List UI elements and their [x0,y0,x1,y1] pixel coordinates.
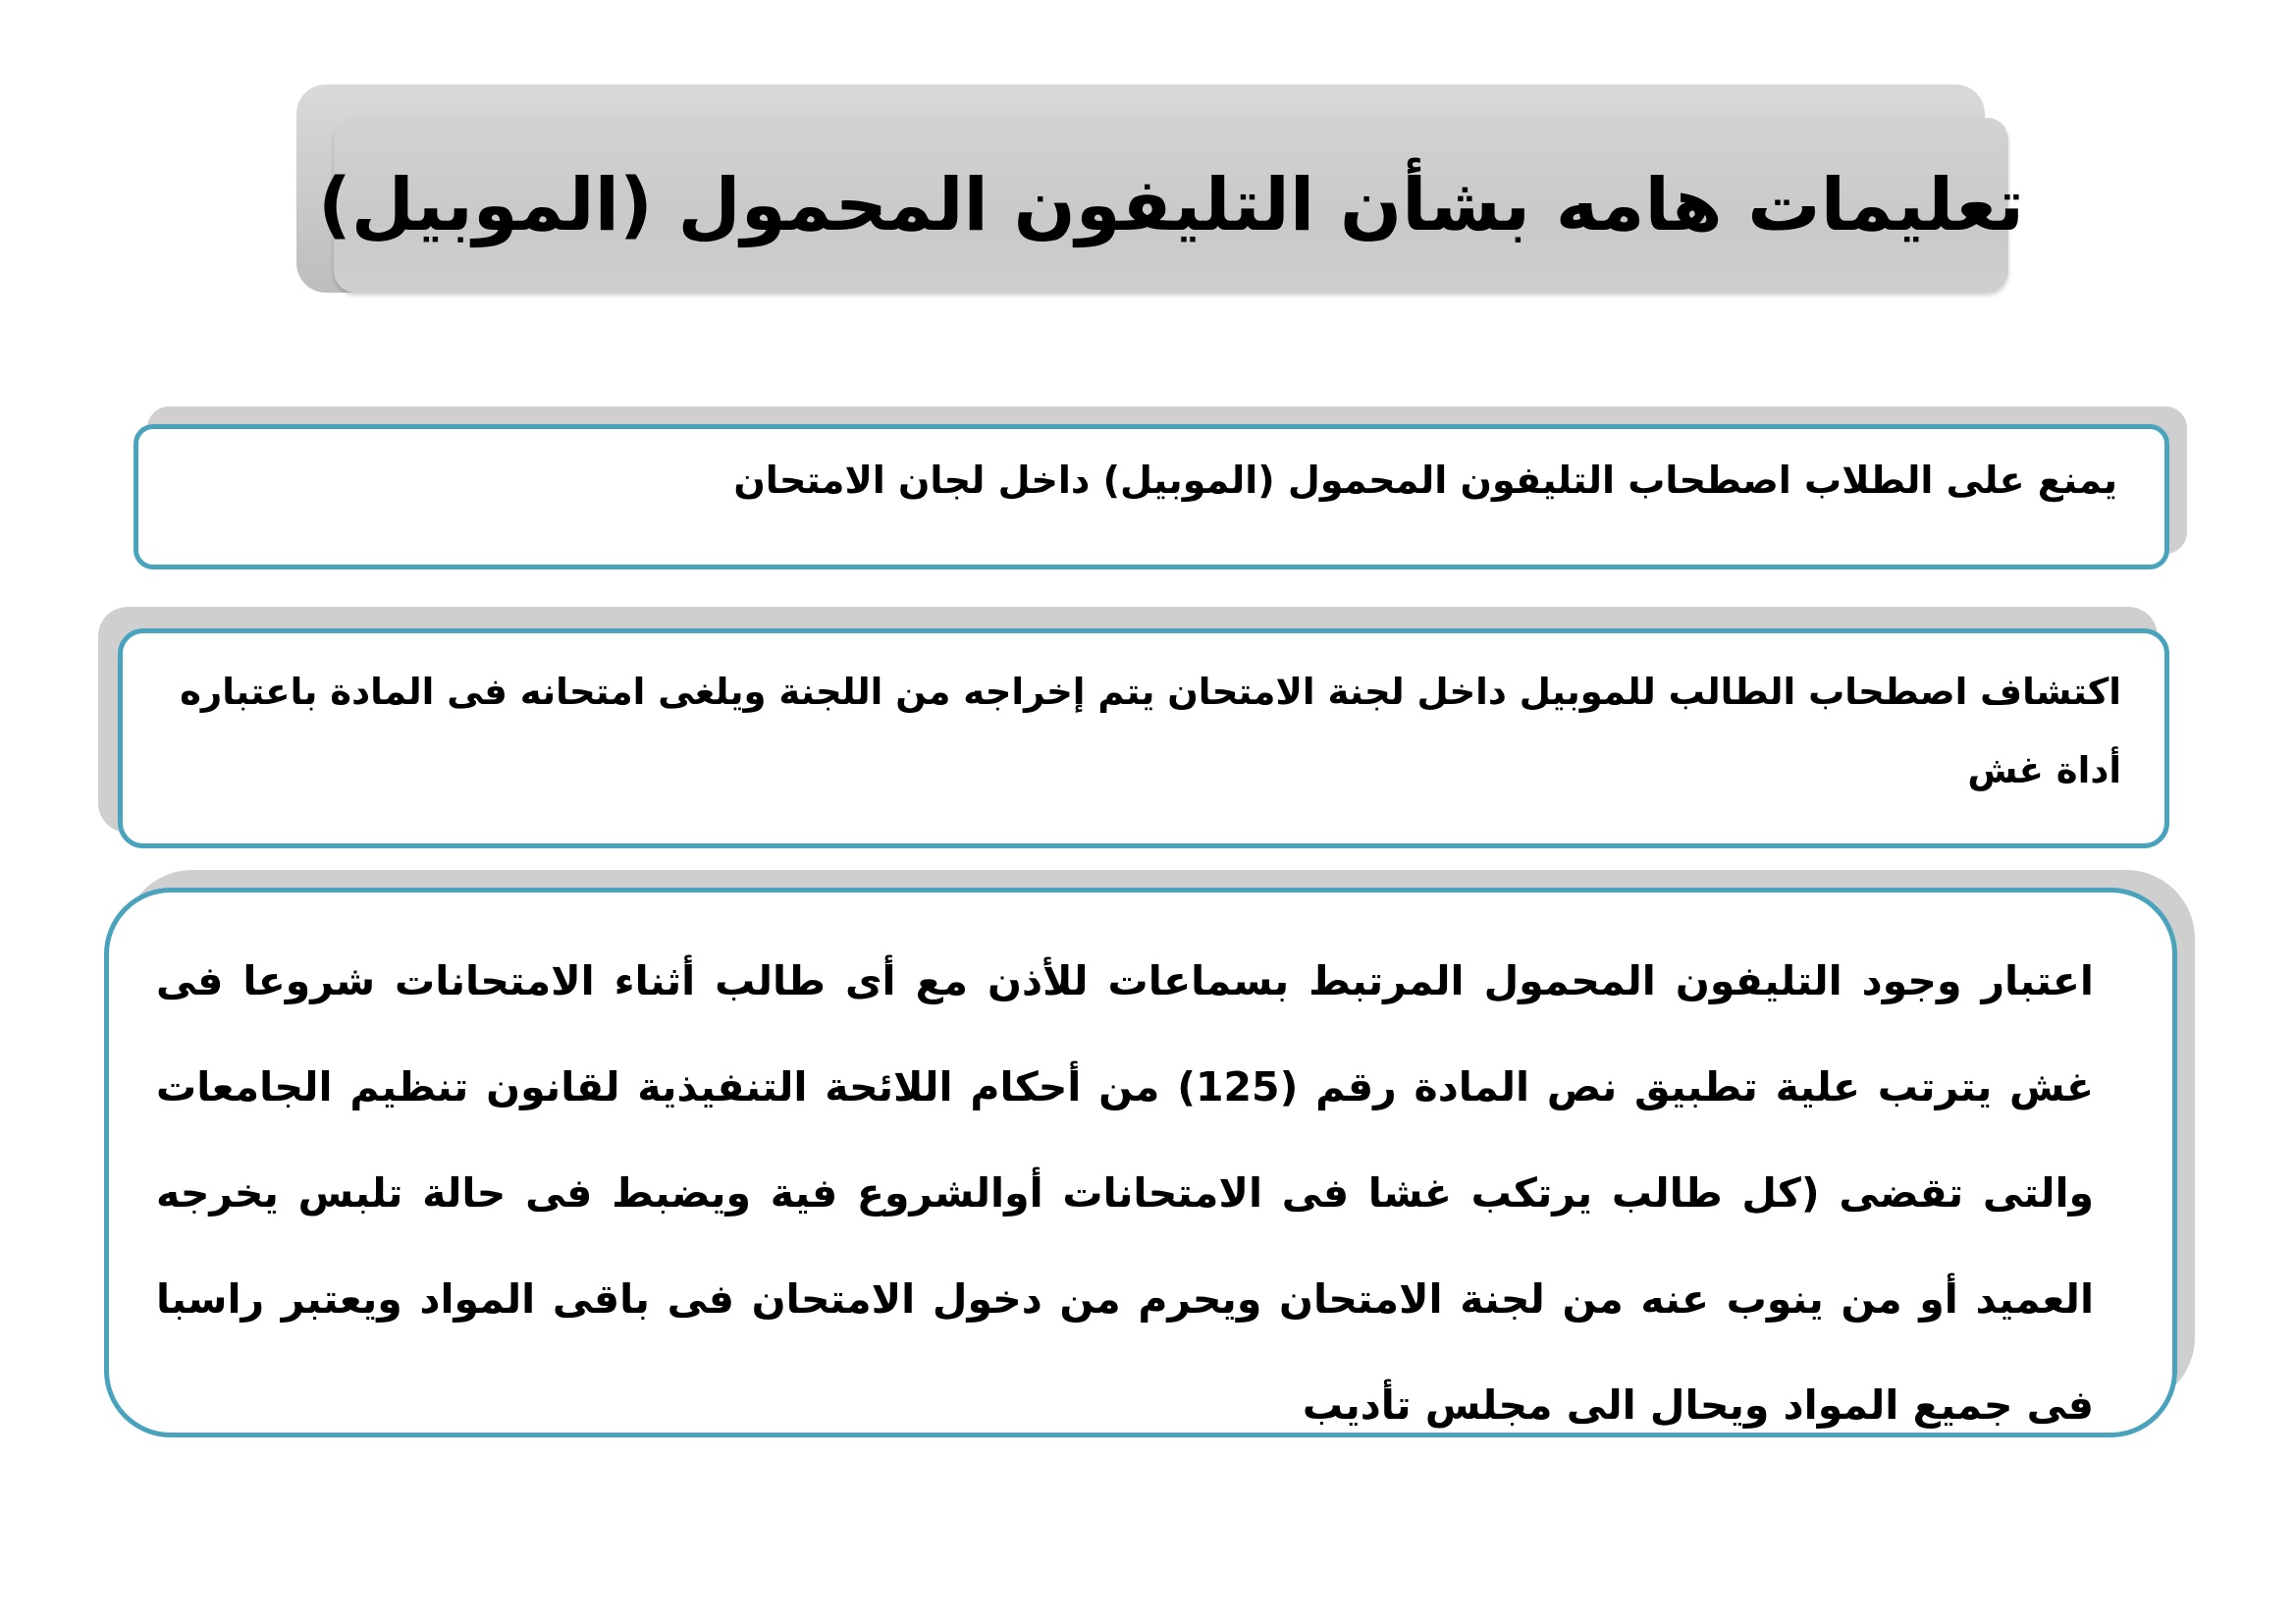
rule-text-2: اكتشاف اصطحاب الطالب للموبيل داخل لجنة الامتحان يتم إخراجه من اللجنة ويلغى امتحانه فى المادة باعتباره أداة غش [180,671,2121,791]
rule-card-1 [133,424,2169,569]
page-title: تعليمات هامه بشأن التليفون المحمول (الموبيل) [317,163,2025,247]
title-box [317,118,2025,293]
rule-text-3: اعتبار وجود التليفون المحمول المرتبط بسماعات للأذن مع أى طالب أثناء الامتحانات شروعا فى غش يترتب علية تطبيق نص المادة رقم (125) من أحكام اللائحة التنفيذية لقانون تنظيم الجامعات والتى تقضى (كل طالب يرتكب غشا فى الامتحانات أوالشروع فية ويضبط فى حالة تلبس يخرجه العميد أو من ينوب عنه من لجنة الامتحان ويحرم من دخول الامتحان فى باقى المواد ويعتبر راسبا فى جميع المواد ويحال الى مجلس تأديب [156,957,2094,1429]
rule-text-1: يمنع على الطلاب اصطحاب التليفون المحمول (الموبيل) داخل لجان الامتحان [733,459,2117,502]
rule-card-3 [104,888,2177,1437]
rule-card-2 [118,628,2169,848]
